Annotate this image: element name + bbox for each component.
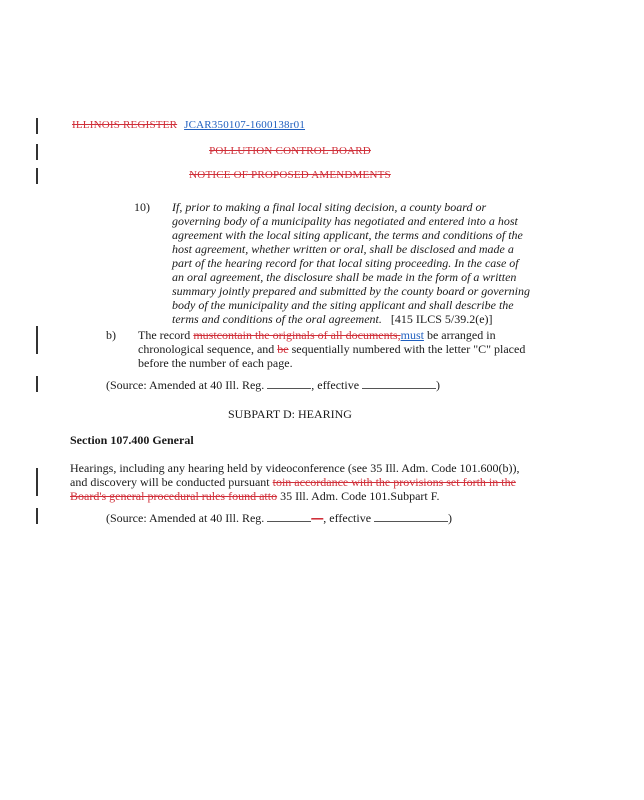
item-10-text: [172, 200, 532, 326]
change-bar-section: [36, 468, 38, 496]
register-deleted-text: ILLINOIS REGISTER: [72, 119, 178, 131]
register-header: [72, 119, 305, 131]
effective-blank-1: [362, 378, 436, 389]
change-bar-source2: [36, 508, 38, 524]
item-10-line: summary jointly prepared and submitted by the county board or governing: [172, 284, 530, 298]
item-10-line: If, prior to making a final local siting decision, a county board or: [172, 200, 487, 214]
source-note-2: (Source: Amended at 40 Ill. Reg. —, effective ): [106, 511, 453, 525]
item-10-line: governing body of a municipality has negotiated and entered into a host: [172, 214, 518, 228]
change-bar-header: [36, 118, 38, 134]
item-10-citation: [415 ILCS 5/39.2(e)]: [390, 312, 493, 326]
item-10-last-line: terms and conditions of the oral agreement.: [172, 312, 382, 326]
board-header: POLLUTION CONTROL BOARD: [209, 145, 371, 157]
item-10-line: host agreement, whether written or oral, shall be disclosed and made a: [172, 242, 514, 256]
item-10-number: 10): [134, 200, 150, 214]
reg-blank-2: [267, 511, 311, 522]
change-bar-source1: [36, 376, 38, 392]
item-10-line: body of the municipality and the siting applicant and shall describe the: [172, 298, 514, 312]
section-title: Section 107.400 General: [70, 433, 194, 447]
item-b-text: The record mustcontain the originals of all documents,must be arranged in chronological sequence, and be sequentially numbered with the letter "C" placed before the number of each page.: [138, 328, 526, 370]
item-10-line: agreement with the local siting applicant, the terms and conditions of the: [172, 228, 523, 242]
effective-blank-2: [374, 511, 448, 522]
section-body: Hearings, including any hearing held by videoconference (see 35 Ill. Adm. Code 101.600(b)), and discovery will be conducted pursuant toin accordance with the provisions set forth in the Board's general procedural rules found atto 35 Ill. Adm. Code 101.Subpart F.: [70, 461, 520, 503]
register-inserted-text: JCAR350107-1600138r01: [184, 119, 306, 131]
item-b-label: b): [106, 328, 116, 342]
section-deleted-2: Board's general procedural rules found atto: [70, 489, 278, 503]
item-10-line: part of the hearing record for that local siting proceeding. In the case of: [172, 256, 519, 270]
change-bar-item-b: [36, 326, 38, 354]
source-note-1: (Source: Amended at 40 Ill. Reg. , effective ): [106, 378, 441, 392]
section-deleted-1: toin accordance with the provisions set forth in the: [272, 475, 516, 489]
notice-header: NOTICE OF PROPOSED AMENDMENTS: [189, 169, 391, 181]
item-b-inserted: must: [400, 328, 424, 342]
item-10-line: an oral agreement, the disclosure shall be made in the form of a written: [172, 270, 517, 284]
item-b-deleted: mustcontain the originals of all documents,: [193, 328, 401, 342]
reg-blank-1: [267, 378, 311, 389]
subpart-heading: SUBPART D: HEARING: [228, 407, 352, 421]
